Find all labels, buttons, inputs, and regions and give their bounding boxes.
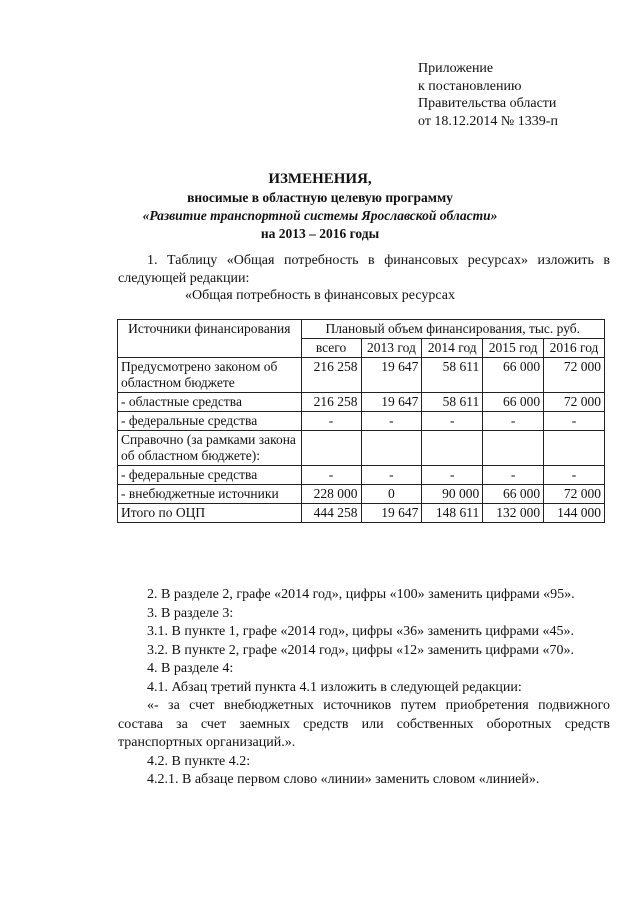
list-item: 4. В разделе 4:: [147, 661, 234, 676]
cell-2014: -: [422, 466, 483, 485]
document-title: [0, 170, 640, 243]
table-row: [118, 358, 605, 393]
cell-2014: 148 611: [422, 504, 483, 523]
cell-2015: 66 000: [483, 485, 544, 504]
cell-2014: 58 611: [422, 358, 483, 393]
cell-total: 216 258: [301, 358, 361, 393]
row-label: - федеральные средства: [118, 466, 302, 485]
cell-total: 216 258: [301, 393, 361, 412]
row-label: Итого по ОЦП: [118, 504, 302, 523]
cell-2016: [544, 431, 605, 466]
table-row: [118, 431, 605, 466]
intro-paragraph: 1. Таблицу «Общая потребность в финансовых ресурсах» изложить в следующей редакции:: [118, 253, 610, 286]
header-total: всего: [301, 339, 361, 358]
cell-2013: 0: [361, 485, 422, 504]
cell-2013: -: [361, 466, 422, 485]
header-2015: 2015 год: [483, 339, 544, 358]
finance-table: [117, 319, 605, 523]
row-label: Справочно (за рамками закона об областном бюджете):: [118, 431, 302, 466]
appendix-reference: [418, 60, 558, 130]
cell-2016: 72 000: [544, 393, 605, 412]
cell-2014: 58 611: [422, 393, 483, 412]
cell-2013: 19 647: [361, 393, 422, 412]
list-item: 3. В разделе 3:: [147, 605, 234, 621]
cell-2015: -: [483, 412, 544, 431]
table-row: [118, 466, 605, 485]
cell-2016: 72 000: [544, 358, 605, 393]
table-row: [118, 412, 605, 431]
cell-2013: -: [361, 412, 422, 431]
table-total-row: [118, 504, 605, 523]
title-years: на 2013 – 2016 годы: [260, 226, 380, 241]
appendix-line-2: к постановлению: [418, 78, 522, 94]
cell-2015: 66 000: [483, 358, 544, 393]
cell-2014: [422, 431, 483, 466]
title-line-2: вносимые в областную целевую программу: [187, 190, 453, 205]
table-caption: «Общая потребность в финансовых ресурсах: [185, 288, 455, 303]
header-sources: Источники финансирования: [118, 320, 302, 358]
header-2016: 2016 год: [544, 339, 605, 358]
row-label: Предусмотрено законом об областном бюджете: [118, 358, 302, 393]
cell-total: [301, 431, 361, 466]
cell-2016: 72 000: [544, 485, 605, 504]
cell-2013: [361, 431, 422, 466]
cell-total: 444 258: [301, 504, 361, 523]
cell-total: -: [301, 412, 361, 431]
cell-total: -: [301, 466, 361, 485]
cell-2014: 90 000: [422, 485, 483, 504]
table-row: [118, 393, 605, 412]
cell-2015: 66 000: [483, 393, 544, 412]
cell-2014: -: [422, 412, 483, 431]
cell-2013: 19 647: [361, 504, 422, 523]
appendix-line-3: Правительства области: [418, 96, 557, 111]
amendment-list: [118, 586, 610, 790]
cell-2015: -: [483, 466, 544, 485]
list-item: «- за счет внебюджетных источников путем приобретения подвижного состава за счет заемных средств или собственных оборотных средств транспортных организаций.».: [118, 698, 610, 750]
list-item: 3.1. В пункте 1, графе «2014 год», цифры «36» заменить цифрами «45».: [147, 624, 575, 639]
table-row: [118, 485, 605, 504]
list-item: 2. В разделе 2, графе «2014 год», цифры «100» заменить цифрами «95».: [147, 587, 575, 602]
cell-2016: -: [544, 412, 605, 431]
row-label: - федеральные средства: [118, 412, 302, 431]
appendix-line-1: Приложение: [418, 61, 494, 76]
cell-2015: 132 000: [483, 504, 544, 523]
cell-2016: 144 000: [544, 504, 605, 523]
cell-2013: 19 647: [361, 358, 422, 393]
row-label: - областные средства: [118, 393, 302, 412]
table-header-row: [118, 320, 605, 339]
header-2014: 2014 год: [422, 339, 483, 358]
list-item: 4.2.1. В абзаце первом слово «линии» заменить словом «линией».: [147, 772, 540, 787]
header-2013: 2013 год: [361, 339, 422, 358]
list-item: 4.1. Абзац третий пункта 4.1 изложить в следующей редакции:: [147, 679, 522, 695]
appendix-line-4: от 18.12.2014 № 1339-п: [418, 113, 558, 129]
cell-total: 228 000: [301, 485, 361, 504]
cell-2015: [483, 431, 544, 466]
title-program-name: «Развитие транспортной системы Ярославской области»: [142, 208, 498, 223]
list-item: 3.2. В пункте 2, графе «2014 год», цифры «12» заменить цифрами «70».: [147, 642, 575, 658]
title-main: ИЗМЕНЕНИЯ,: [268, 171, 372, 187]
row-label: - внебюджетные источники: [118, 485, 302, 504]
header-planned: Плановый объем финансирования, тыс. руб.: [301, 320, 604, 339]
cell-2016: -: [544, 466, 605, 485]
list-item: 4.2. В пункте 4.2:: [147, 753, 251, 769]
